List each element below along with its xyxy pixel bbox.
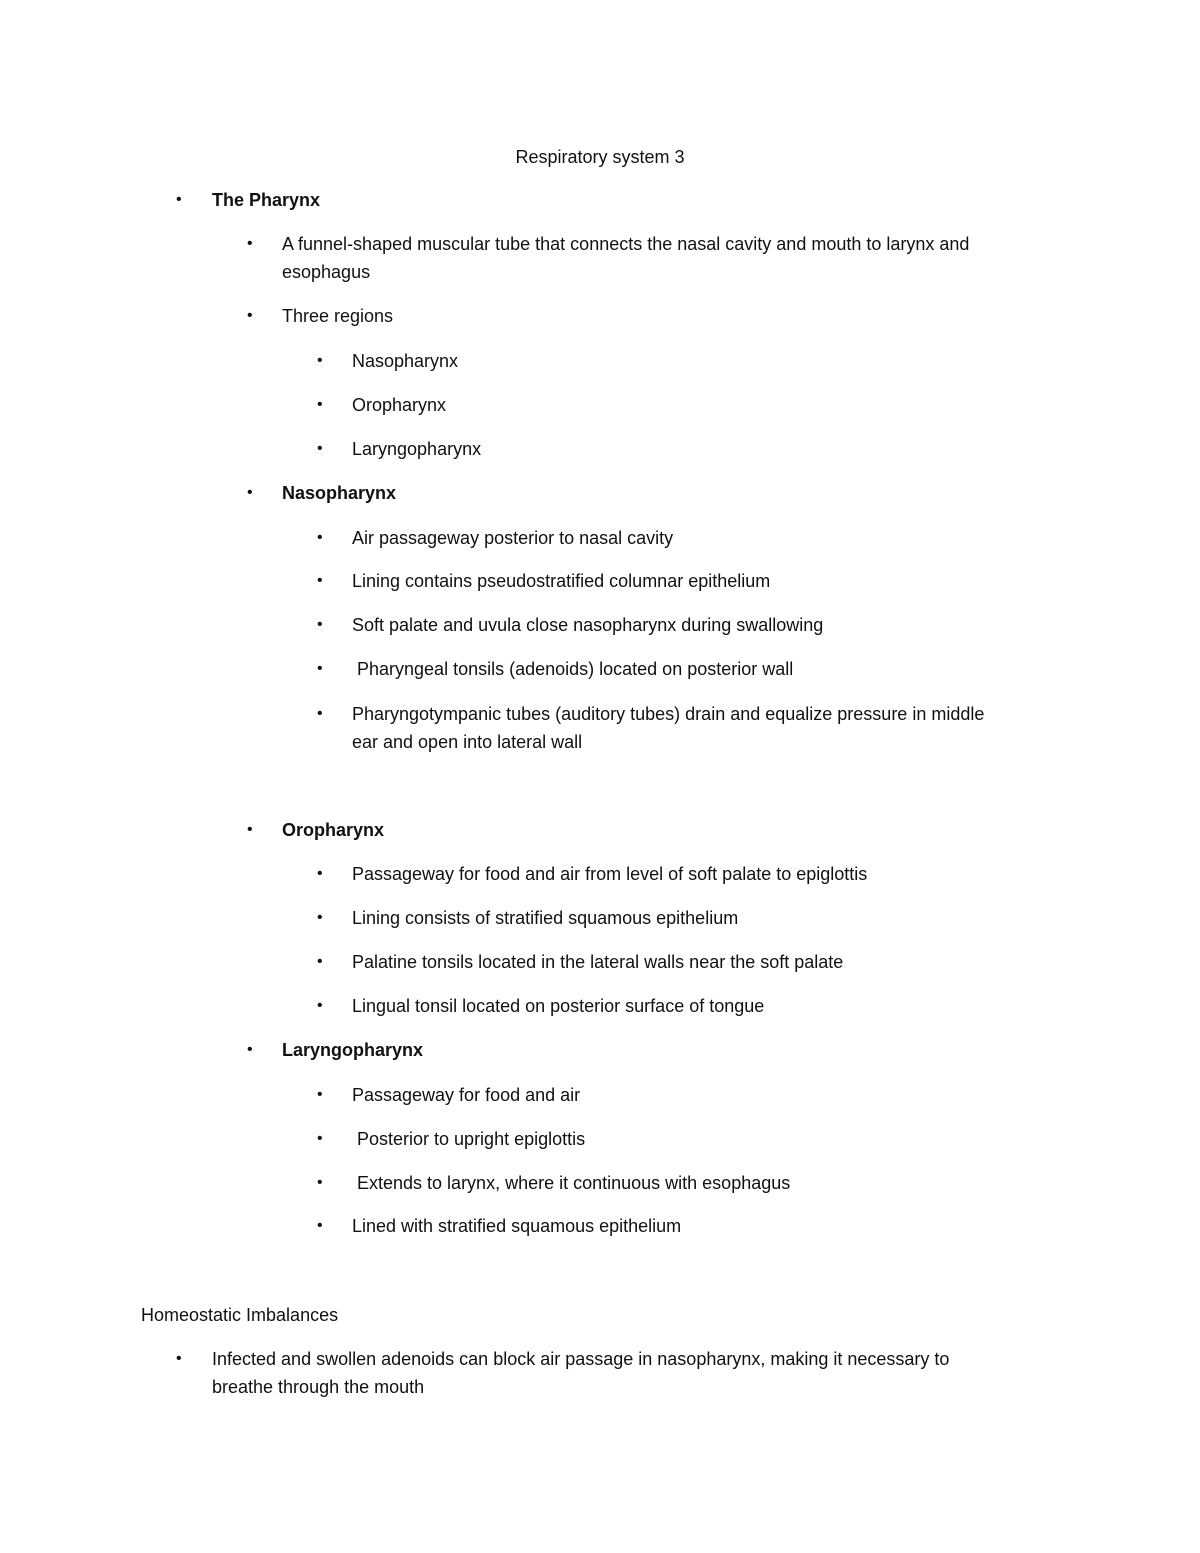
list-item: Extends to larynx, where it continuous with esophagus: [352, 1173, 791, 1193]
bullet: •: [317, 1130, 323, 1147]
section-heading-homeostatic-imbalances: Homeostatic Imbalances: [141, 1305, 339, 1325]
list-item: Lining consists of stratified squamous epithelium: [352, 908, 739, 928]
list-item: Passageway for food and air from level of soft palate to epiglottis: [352, 864, 868, 884]
list-item: Pharyngeal tonsils (adenoids) located on posterior wall: [352, 659, 794, 679]
bullet: •: [317, 953, 323, 970]
bullet: •: [317, 396, 323, 413]
list-item-continuation: breathe through the mouth: [212, 1377, 425, 1397]
bullet: •: [317, 352, 323, 369]
section-heading-pharynx: The Pharynx: [212, 190, 321, 210]
document-title: Respiratory system 3: [515, 147, 685, 167]
list-item: Air passageway posterior to nasal cavity: [352, 528, 674, 548]
list-item: Laryngopharynx: [352, 439, 482, 459]
list-item: Lining contains pseudostratified columnar epithelium: [352, 571, 771, 591]
list-item: Infected and swollen adenoids can block air passage in nasopharynx, making it necessary to: [212, 1349, 950, 1369]
bullet: •: [317, 529, 323, 546]
list-item-continuation: ear and open into lateral wall: [352, 732, 583, 752]
bullet: •: [317, 440, 323, 457]
list-item: A funnel-shaped muscular tube that connects the nasal cavity and mouth to larynx and: [282, 234, 970, 254]
bullet: •: [317, 1086, 323, 1103]
list-item: Palatine tonsils located in the lateral walls near the soft palate: [352, 952, 844, 972]
bullet: •: [247, 821, 253, 838]
bullet: •: [176, 1350, 182, 1367]
list-item: Posterior to upright epiglottis: [352, 1129, 586, 1149]
bullet: •: [317, 572, 323, 589]
section-heading-nasopharynx: Nasopharynx: [282, 483, 397, 503]
bullet: •: [247, 307, 253, 324]
bullet: •: [317, 1174, 323, 1191]
list-item: Passageway for food and air: [352, 1085, 581, 1105]
bullet: •: [317, 660, 323, 677]
bullet: •: [317, 909, 323, 926]
bullet: •: [176, 191, 182, 208]
list-item: Three regions: [282, 306, 394, 326]
bullet: •: [247, 484, 253, 501]
list-item: Nasopharynx: [352, 351, 459, 371]
list-item: Oropharynx: [352, 395, 447, 415]
bullet: •: [247, 1041, 253, 1058]
section-heading-oropharynx: Oropharynx: [282, 820, 385, 840]
bullet: •: [317, 997, 323, 1014]
section-heading-laryngopharynx: Laryngopharynx: [282, 1040, 424, 1060]
list-item: Soft palate and uvula close nasopharynx during swallowing: [352, 615, 824, 635]
bullet: •: [317, 1217, 323, 1234]
list-item: Pharyngotympanic tubes (auditory tubes) drain and equalize pressure in middle: [352, 704, 985, 724]
bullet: •: [317, 865, 323, 882]
list-item-continuation: esophagus: [282, 262, 371, 282]
bullet: •: [317, 616, 323, 633]
bullet: •: [317, 705, 323, 722]
list-item: Lingual tonsil located on posterior surface of tongue: [352, 996, 765, 1016]
list-item: Lined with stratified squamous epithelium: [352, 1216, 682, 1236]
bullet: •: [247, 235, 253, 252]
